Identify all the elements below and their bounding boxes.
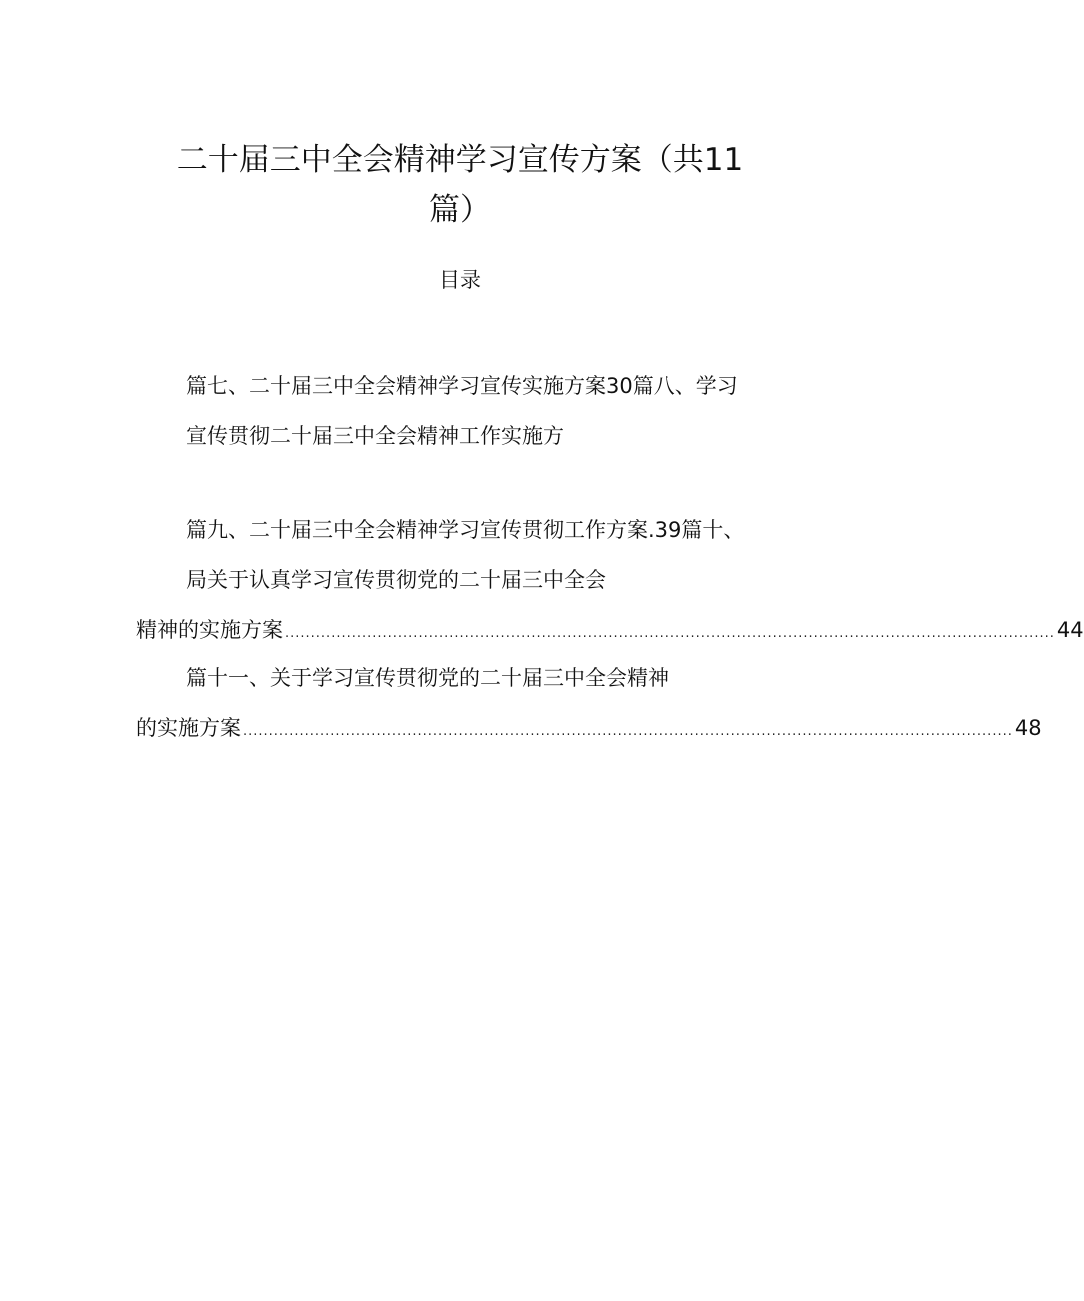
toc-leader-dots: ...................................................................................................................................................... [285,626,1055,641]
toc-entry-11-page: 48 [1014,716,1042,740]
document-title-line-2: 篇） [429,192,491,228]
toc-entry-7-8-line-2[interactable]: 宣传贯彻二十届三中全会精神工作实施方 [186,424,564,448]
toc-entry-11-line[interactable] [136,714,1042,746]
toc-heading: 目录 [439,268,481,292]
toc-entry-7-8-line-1[interactable]: 篇七、二十届三中全会精神学习宣传实施方案30篇八、学习 [186,374,738,398]
toc-entry-9-10-line-2[interactable]: 局关于认真学习宣传贯彻党的二十届三中全会 [186,568,606,592]
toc-leader-dots: ...................................................................................................................................................... [243,724,1013,739]
toc-entry-9-10-line-1[interactable]: 篇九、二十届三中全会精神学习宣传贯彻工作方案.39篇十、 [186,518,745,542]
document-title-line-1: 二十届三中全会精神学习宣传方案（共11 [176,142,744,178]
toc-entry-10-page: 44 [1056,618,1084,642]
toc-entry-10-text: 精神的实施方案 [136,618,283,642]
toc-entry-11-line-1[interactable]: 篇十一、关于学习宣传贯彻党的二十届三中全会精神 [186,666,669,690]
toc-entry-11-text: 的实施方案 [136,716,241,740]
toc-entry-10-line[interactable] [136,616,1084,648]
